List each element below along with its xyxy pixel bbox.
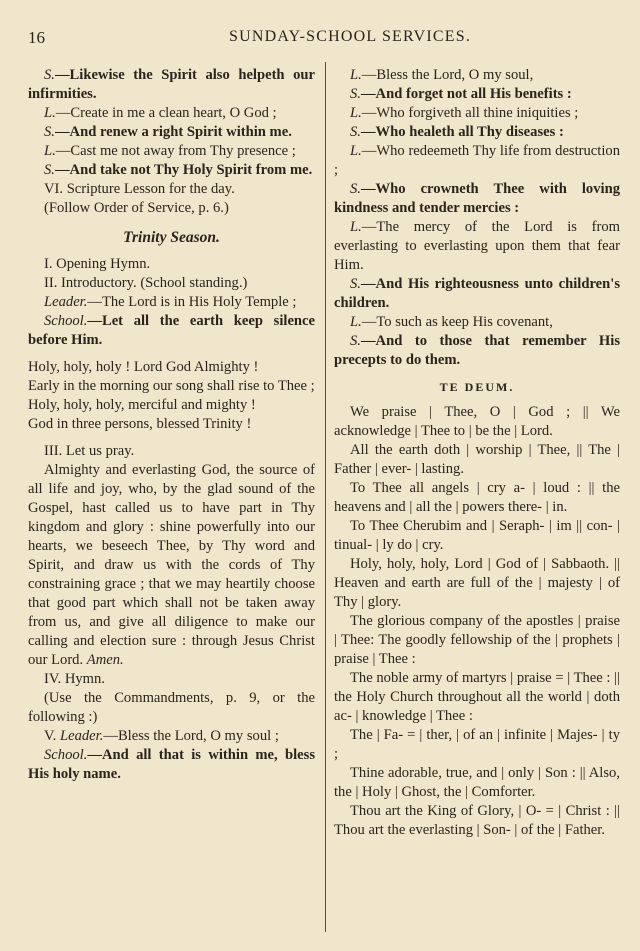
chant-verse: The glorious company of the apostles | praise | Thee: The goodly fellowship of the | prophets | praise | Thee : (334, 613, 620, 667)
response-line (28, 746, 315, 784)
response-text: —Create in me a clean heart, O God ; (55, 105, 277, 121)
response-text: —And take not Thy Holy Spirit from me. (54, 162, 313, 178)
speaker-label: L. (350, 143, 362, 159)
response-text: —Who healeth all Thy diseases : (360, 124, 564, 140)
chant-verse: Thine adorable, true, and | only | Son : || Also, the | Holy | Ghost, the | Comforter. (334, 765, 620, 800)
chant-verse: To Thee Cherubim and | Seraph- | im || con- | tinual- | ly do | cry. (334, 518, 620, 553)
speaker-label: L. (44, 143, 56, 159)
speaker-label: Leader. (44, 294, 88, 310)
response-text: —Bless the Lord, O my soul ; (103, 728, 279, 744)
hymn-line: God in three persons, blessed Trinity ! (28, 416, 252, 432)
prayer-body: Almighty and everlasting God, the source of all life and joy, who, by the glad sound of the Gospel, hast called us to have part in Thy kingdom and glory : shine powerfully into our hearts, we beseech Thee, by Thy word and Spirit, and draw us with the cords of Thy constraining grace ; that we may heartily choose that good part which shall not be taken away from us, and give all diligence to make our calling and election sure : through Jesus Christ our Lord. (28, 462, 315, 668)
response-line (28, 142, 315, 161)
response-text: —Who crowneth Thee with loving kindness and tender mercies : (334, 181, 620, 216)
response-line (334, 332, 620, 370)
speaker-label: L. (350, 219, 362, 235)
column-divider (325, 62, 326, 932)
amen: Amen. (86, 652, 124, 668)
speaker-label: S. (350, 181, 361, 197)
speaker-label: School. (44, 747, 88, 763)
order-item: VI. Scripture Lesson for the day. (44, 181, 235, 197)
response-text: —The mercy of the Lord is from everlasting to everlasting upon them that fear Him. (334, 219, 620, 273)
speaker-label: L. (350, 67, 362, 83)
response-text: —Bless the Lord, O my soul, (361, 67, 534, 83)
speaker-label: Leader. (59, 728, 104, 744)
speaker-label: S. (44, 67, 55, 83)
chant-verse: The | Fa- = | ther, | of an | infinite | Majes- | ty ; (334, 727, 620, 762)
response-line (334, 180, 620, 218)
hymn-line: Holy, holy, holy ! Lord God Almighty ! (28, 359, 259, 375)
response-line (334, 104, 620, 123)
right-column (334, 66, 620, 840)
order-note: (Use the Commandments, p. 9, or the following :) (28, 690, 315, 725)
response-line (334, 142, 620, 180)
speaker-label: S. (350, 333, 361, 349)
speaker-label: L. (350, 105, 362, 121)
section-heading: TE DEUM. (439, 380, 515, 394)
speaker-label: S. (44, 124, 55, 140)
speaker-label: S. (350, 86, 361, 102)
running-title: SUNDAY-SCHOOL SERVICES. (228, 28, 472, 45)
response-text: —And to those that remember His precepts to do them. (334, 333, 620, 368)
response-text: —Cast me not away from Thy presence ; (55, 143, 296, 159)
order-item: I. Opening Hymn. (44, 256, 151, 272)
chant-verse: Holy, holy, holy, Lord | God of | Sabbaoth. || Heaven and earth are full of the | majesty | of Thy | glory. (334, 556, 620, 610)
response-text: —And forget not all His benefits : (360, 86, 572, 102)
response-line (28, 312, 315, 350)
response-text: —To such as keep His covenant, (361, 314, 553, 330)
response-line (28, 123, 315, 142)
response-text: —And all that is within me, bless His holy name. (28, 747, 315, 782)
prayer-text (28, 461, 315, 670)
chant-verse: All the earth doth | worship | Thee, || The | Father | ever- | lasting. (334, 442, 620, 477)
hymn-line: Early in the morning our song shall rise to Thee ; (28, 378, 315, 394)
response-text: —Who forgiveth all thine iniquities ; (361, 105, 579, 121)
page-number: 16 (28, 28, 45, 47)
response-text: —Who redeemeth Thy life from destruction ; (334, 143, 620, 178)
speaker-label: S. (350, 124, 361, 140)
response-text: —The Lord is in His Holy Temple ; (87, 294, 297, 310)
response-text: —Likewise the Spirit also helpeth our infirmities. (28, 67, 315, 102)
response-line (28, 727, 315, 746)
response-line (28, 161, 315, 180)
response-line (28, 293, 315, 312)
speaker-label: L. (44, 105, 56, 121)
section-heading: Trinity Season. (123, 229, 220, 246)
response-line (334, 275, 620, 313)
response-line (334, 85, 620, 104)
left-column (28, 66, 315, 784)
order-item: III. Let us pray. (44, 443, 135, 459)
speaker-label: L. (350, 314, 362, 330)
order-number: V. (44, 728, 57, 744)
running-head (28, 28, 612, 50)
response-text: —Let all the earth keep silence before Him. (28, 313, 315, 348)
speaker-label: School. (44, 313, 88, 329)
chant-verse: Thou art the King of Glory, | O- = | Christ : || Thou art the everlasting | Son- | of the | Father. (334, 803, 620, 838)
response-line (28, 66, 315, 104)
chant-verse: To Thee all angels | cry a- | loud : || the heavens and | all the | powers there- | in. (334, 480, 620, 515)
response-line (334, 123, 620, 142)
chant-verse: The noble army of martyrs | praise = | Thee : || the Holy Church throughout all the world | doth ac- | knowledge | Thee : (334, 670, 620, 724)
order-item: IV. Hymn. (44, 671, 105, 687)
response-line (334, 218, 620, 275)
response-line (28, 104, 315, 123)
response-line (334, 313, 620, 332)
order-item: II. Introductory. (School standing.) (44, 275, 248, 291)
speaker-label: S. (44, 162, 55, 178)
response-line (334, 66, 620, 85)
speaker-label: S. (350, 276, 361, 292)
chant-verse: We praise | Thee, O | God ; || We acknowledge | Thee to | be the | Lord. (334, 404, 620, 439)
hymn-line: Holy, holy, holy, merciful and mighty ! (28, 397, 256, 413)
response-text: —And His righteousness unto children's children. (334, 276, 620, 311)
response-text: —And renew a right Spirit within me. (54, 124, 292, 140)
order-note: (Follow Order of Service, p. 6.) (44, 200, 229, 216)
